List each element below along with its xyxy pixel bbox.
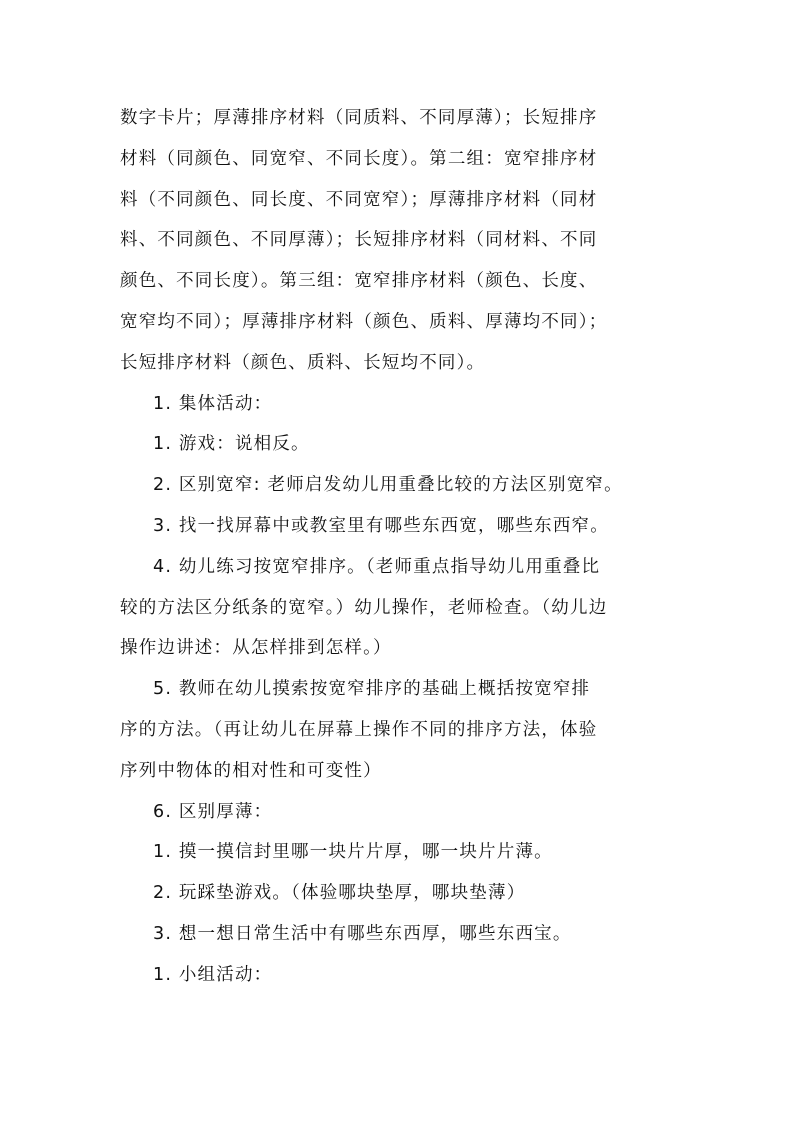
list-item: 1. 游戏：说相反。 xyxy=(153,434,310,455)
list-item-continuation: 较的方法区分纸条的宽窄。）幼儿操作，老师检查。（幼儿边 xyxy=(120,597,608,618)
body-text-line: 颜色、不同长度）。第三组：宽窄排序材料（颜色、长度、 xyxy=(120,271,598,292)
body-text-line: 料、不同颜色、不同厚薄）；长短排序材料（同材料、不同 xyxy=(120,230,598,251)
section-heading-collective-activity: 1. 集体活动： xyxy=(153,393,273,414)
section-heading-group-activity: 1. 小组活动： xyxy=(153,964,273,985)
body-text-line: 料（不同颜色、同长度、不同宽窄）；厚薄排序材料（同材 xyxy=(120,189,598,210)
list-item: 5. 教师在幼儿摸索按宽窄排序的基础上概括按宽窄排 xyxy=(153,679,591,700)
list-item-continuation: 序列中物体的相对性和可变性） xyxy=(120,760,382,781)
list-item: 2. 玩踩垫游戏。（体验哪块垫厚，哪块垫薄） xyxy=(153,883,526,904)
list-item: 2. 区别宽窄: 老师启发幼儿用重叠比较的方法区别宽窄。 xyxy=(153,475,623,496)
list-item: 6. 区别厚薄： xyxy=(153,801,273,822)
list-item: 1. 摸一摸信封里哪一块片片厚，哪一块片片薄。 xyxy=(153,842,553,863)
list-item-continuation: 序的方法。（再让幼儿在屏幕上操作不同的排序方法，体验 xyxy=(120,719,598,740)
body-text-line: 宽窄均不同）；厚薄排序材料（颜色、质料、厚薄均不同）； xyxy=(120,311,608,332)
body-text-line: 长短排序材料（颜色、质料、长短均不同）。 xyxy=(120,352,486,373)
list-item-continuation: 操作边讲述：从怎样排到怎样。） xyxy=(120,638,392,659)
body-text-line: 材料（同颜色、同宽窄、不同长度）。第二组：宽窄排序材 xyxy=(120,148,598,169)
list-item: 4. 幼儿练习按宽窄排序。（老师重点指导幼儿用重叠比 xyxy=(153,556,601,577)
list-item: 3. 找一找屏幕中或教室里有哪些东西宽，哪些东西窄。 xyxy=(153,515,609,536)
list-item: 3. 想一想日常生活中有哪些东西厚，哪些东西宝。 xyxy=(153,923,572,944)
body-text-line: 数字卡片；厚薄排序材料（同质料、不同厚薄）；长短排序 xyxy=(120,108,598,128)
